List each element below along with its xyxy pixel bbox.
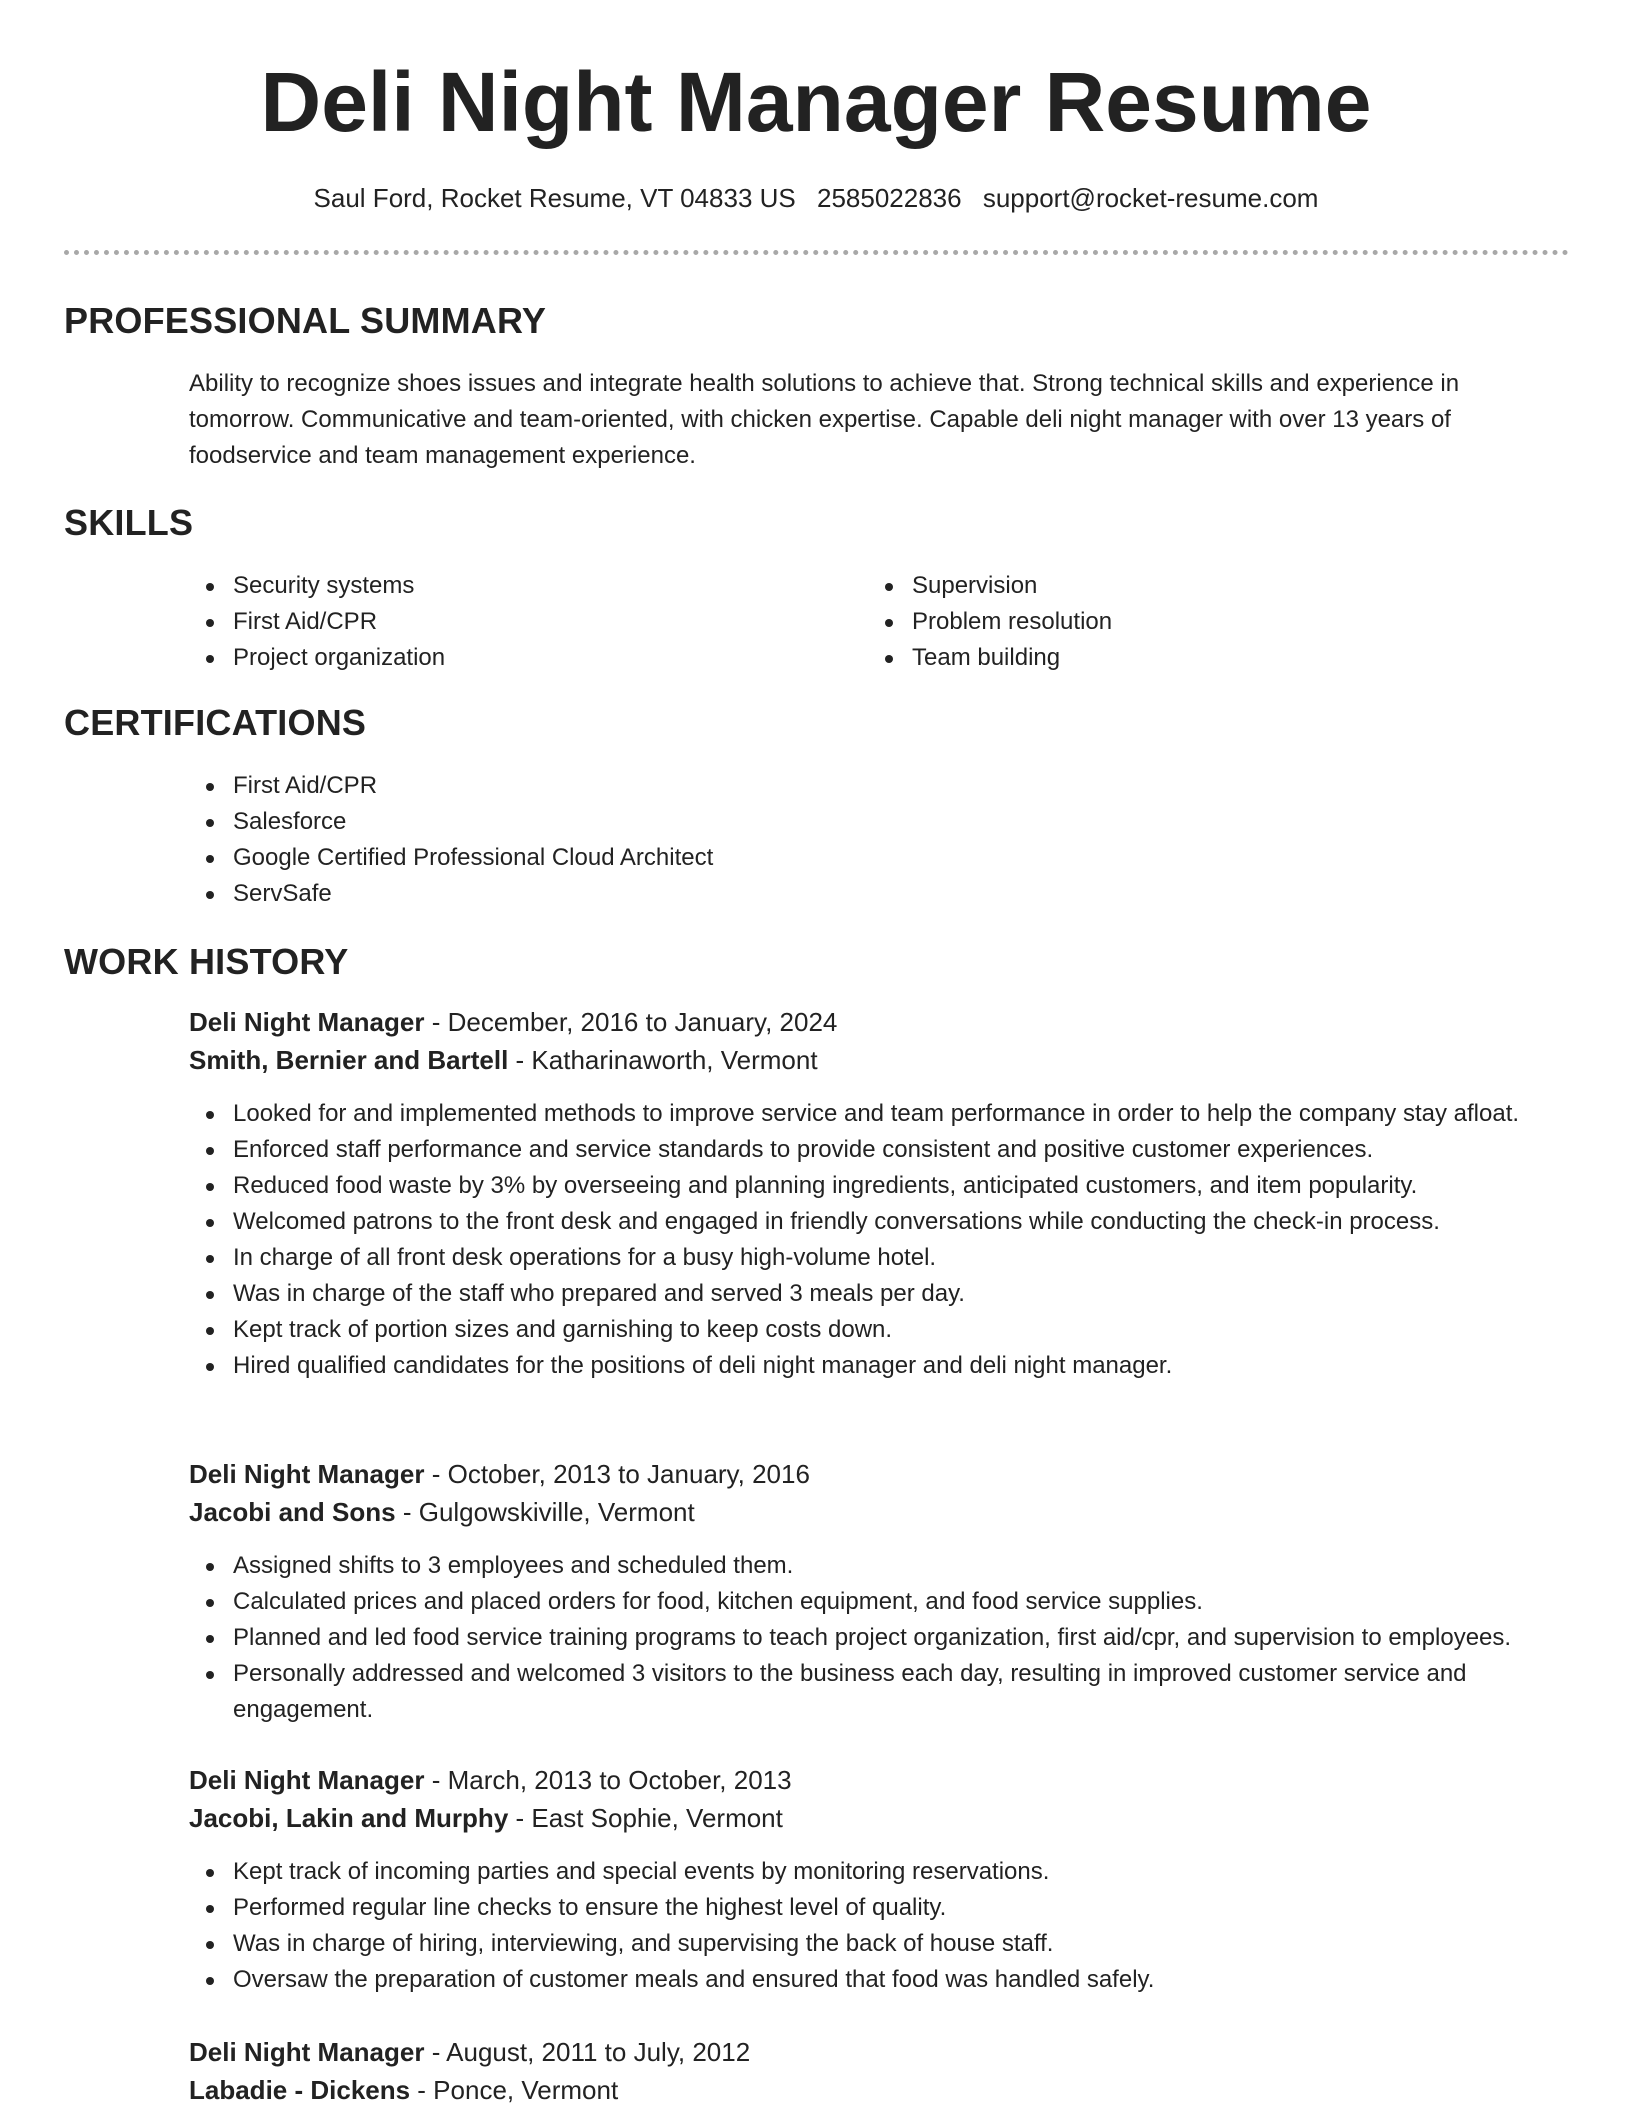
list-item: Calculated prices and placed orders for food, kitchen equipment, and food service supplies.	[189, 1584, 1569, 1620]
list-item: Security systems	[189, 568, 829, 604]
job-title-line	[189, 1456, 810, 1492]
skills-list-right	[868, 568, 1508, 676]
job-company-line	[189, 2072, 618, 2108]
job-location: - Ponce, Vermont	[410, 2075, 619, 2105]
resume-title: Deli Night Manager Resume	[260, 55, 1372, 149]
contact-address: Saul Ford, Rocket Resume, VT 04833 US	[313, 183, 796, 213]
work-history-heading: WORK HISTORY	[64, 941, 349, 982]
contact-phone: 2585022836	[816, 183, 962, 213]
job-company: Smith, Bernier and Bartell	[189, 1045, 509, 1075]
list-item: Supervision	[868, 568, 1508, 604]
job-location: - Katharinaworth, Vermont	[508, 1045, 818, 1075]
list-item: Team building	[868, 640, 1508, 676]
contact-line	[0, 180, 1632, 216]
job-title-line	[189, 2034, 750, 2070]
job-location: - Gulgowskiville, Vermont	[395, 1497, 695, 1527]
summary-text: Ability to recognize shoes issues and integrate health solutions to achieve that. Strong technical skills and experience in tomorrow. Communicative and team-oriented, with chicken expertise. Capable deli night manager with over 13 years of foodservice and team management experience.	[189, 370, 1460, 469]
list-item: Enforced staff performance and service standards to provide consistent and positive customer experiences.	[189, 1132, 1569, 1168]
job-company: Jacobi and Sons	[189, 1497, 396, 1527]
job-location: - East Sophie, Vermont	[508, 1803, 783, 1833]
list-item: Kept track of incoming parties and special events by monitoring reservations.	[189, 1854, 1569, 1890]
list-item: First Aid/CPR	[189, 604, 829, 640]
list-item: In charge of all front desk operations for a busy high-volume hotel.	[189, 1240, 1569, 1276]
list-item: Kept track of portion sizes and garnishing to keep costs down.	[189, 1312, 1569, 1348]
contact-email: support@rocket-resume.com	[982, 183, 1319, 213]
list-item: Reduced food waste by 3% by overseeing and planning ingredients, anticipated customers, and item popularity.	[189, 1168, 1569, 1204]
list-item: Project organization	[189, 640, 829, 676]
list-item: ServSafe	[189, 876, 1569, 912]
list-item: Oversaw the preparation of customer meals and ensured that food was handled safely.	[189, 1962, 1569, 1998]
skills-heading: SKILLS	[64, 502, 194, 543]
job-dates: - October, 2013 to January, 2016	[424, 1459, 810, 1489]
job-dates: - December, 2016 to January, 2024	[424, 1007, 838, 1037]
list-item: Was in charge of the staff who prepared and served 3 meals per day.	[189, 1276, 1569, 1312]
header-divider	[64, 250, 1569, 255]
job-company: Jacobi, Lakin and Murphy	[189, 1803, 509, 1833]
job-dates: - August, 2011 to July, 2012	[424, 2037, 751, 2067]
job-bullets	[189, 1854, 1569, 1998]
list-item: Problem resolution	[868, 604, 1508, 640]
job-title: Deli Night Manager	[189, 1459, 425, 1489]
certifications-heading: CERTIFICATIONS	[64, 702, 367, 743]
list-item: Welcomed patrons to the front desk and engaged in friendly conversations while conducting the check-in process.	[189, 1204, 1569, 1240]
job-title: Deli Night Manager	[189, 1007, 425, 1037]
list-item: Personally addressed and welcomed 3 visitors to the business each day, resulting in improved customer service and engagement.	[189, 1656, 1569, 1728]
list-item: Planned and led food service training programs to teach project organization, first aid/cpr, and supervision to employees.	[189, 1620, 1569, 1656]
job-bullets	[189, 1548, 1569, 1728]
job-title: Deli Night Manager	[189, 1765, 425, 1795]
job-company: Labadie - Dickens	[189, 2075, 411, 2105]
list-item: Salesforce	[189, 804, 1569, 840]
job-bullets	[189, 1096, 1569, 1384]
job-company-line	[189, 1494, 695, 1530]
job-title-line	[189, 1004, 837, 1040]
job-company-line	[189, 1800, 783, 1836]
job-title: Deli Night Manager	[189, 2037, 425, 2067]
list-item: Google Certified Professional Cloud Architect	[189, 840, 1569, 876]
list-item: Assigned shifts to 3 employees and scheduled them.	[189, 1548, 1569, 1584]
job-title-line	[189, 1762, 792, 1798]
skills-list-left	[189, 568, 829, 676]
job-dates: - March, 2013 to October, 2013	[424, 1765, 792, 1795]
certifications-list	[189, 768, 1569, 912]
summary-heading: PROFESSIONAL SUMMARY	[64, 300, 547, 341]
list-item: Hired qualified candidates for the positions of deli night manager and deli night manager.	[189, 1348, 1569, 1384]
list-item: Performed regular line checks to ensure the highest level of quality.	[189, 1890, 1569, 1926]
list-item: First Aid/CPR	[189, 768, 1569, 804]
job-company-line	[189, 1042, 818, 1078]
list-item: Was in charge of hiring, interviewing, and supervising the back of house staff.	[189, 1926, 1569, 1962]
list-item: Looked for and implemented methods to improve service and team performance in order to help the company stay afloat.	[189, 1096, 1569, 1132]
